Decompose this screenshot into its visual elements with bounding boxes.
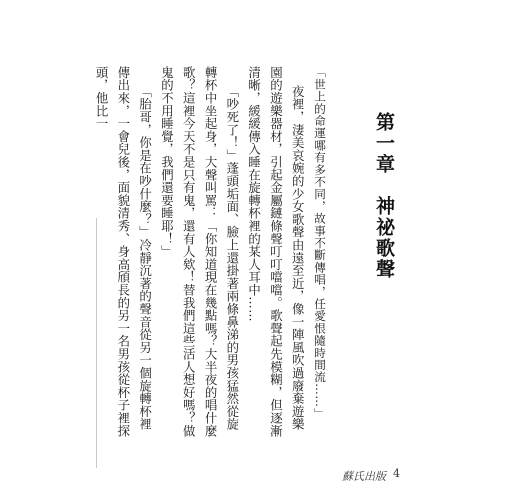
body-paragraph: 「胎哥，你是在吵什麼？」冷靜沉著的聲音從另一個旋轉杯裡傳出來，一會兒後，面貌清秀、身高頎長的另一名男孩從杯子裡探頭，他比一 xyxy=(94,66,153,438)
epigraph-paragraph: 「世上的命運哪有多不同，故事不斷傳唱，任愛恨隨時間流……」 xyxy=(313,66,327,420)
page-number: 4 xyxy=(393,467,400,480)
chapter-title: 第一章 神祕歌聲 xyxy=(373,112,395,280)
body-paragraph: 「吵死了！」蓬頭垢面、臉上還掛著兩條鼻涕的男孩猛然從旋轉杯中坐起身，大聲叫罵：「你知道現在幾點嗎？大半夜的唱什麼歌？這裡今天不是只有鬼，還有人欸！替我們這些活人想好嗎？做鬼的不用睡覺，我們還要睡耶！」 xyxy=(159,66,240,438)
publisher-logo: 蘇氏出版 xyxy=(342,470,386,483)
chapter-body xyxy=(94,66,330,442)
body-paragraph: 夜裡，淒美哀婉的少女歌聲由遠至近，像一陣風吹過廢棄遊樂園的遊樂器材，引起金屬鏈條聲叮叮噹噹。歌聲起先模糊，但逐漸清晰，緩緩傳入睡在旋轉杯裡的某人耳中…… xyxy=(246,66,306,438)
